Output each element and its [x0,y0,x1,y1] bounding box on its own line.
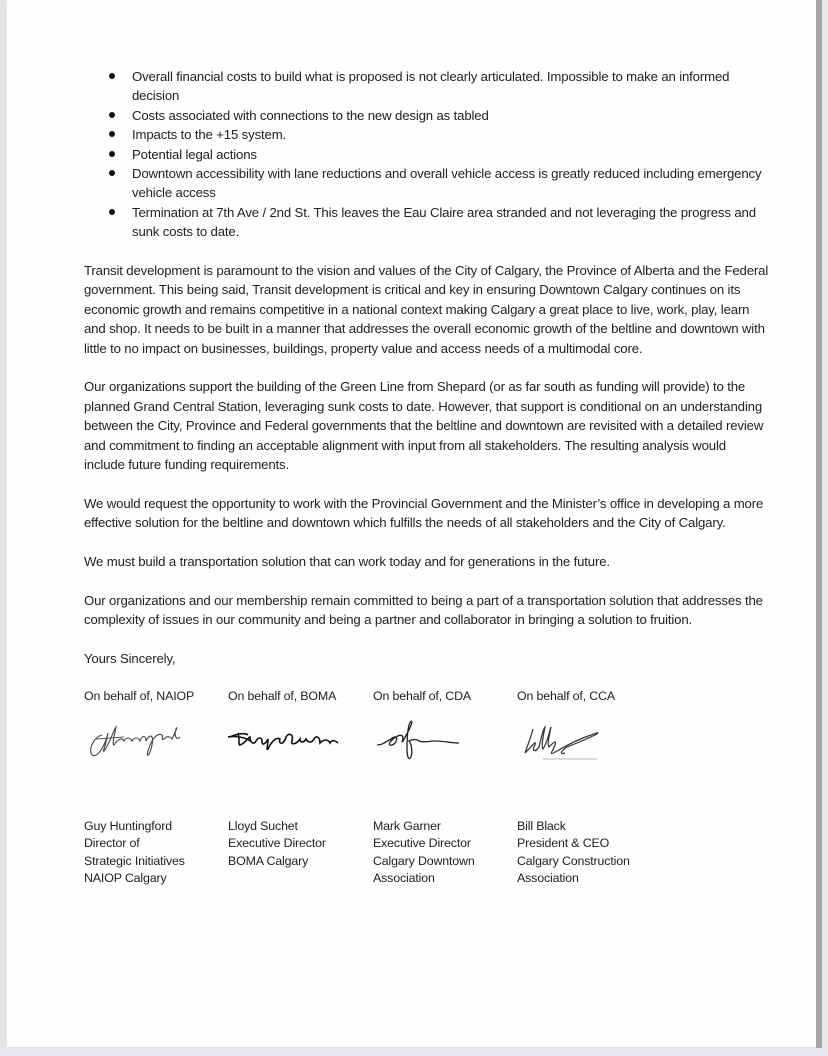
list-item: Termination at 7th Ave / 2nd St. This leaves the Eau Claire area stranded and not leveraging the progress and sunk costs to date. [132,203,769,242]
signer-org: Calgary Construction [517,853,630,868]
closing-salutation: Yours Sincerely, [84,651,176,667]
signer-title: Executive Director [228,836,326,851]
signer-title: Strategic Initiatives [84,853,185,868]
viewer-left-edge [0,0,5,1056]
on-behalf-label: On behalf of, BOMA [228,688,337,703]
signer-name: Lloyd Suchet [228,818,298,833]
signer-title: President & CEO [517,836,610,851]
letter-body [84,67,769,908]
viewer-right-edge [822,0,828,1056]
signer-details [228,818,326,871]
paragraph-request: We would request the opportunity to work with the Provincial Government and the Minister’s office in developing a more effective solution for the beltline and downtown which fulfills the needs of all stakeholders and the City of Calgary. [84,495,764,531]
on-behalf-label: On behalf of, CCA [517,688,616,703]
list-item: Overall financial costs to build what is proposed is not clearly articulated. Impossible to make an informed decision [132,67,769,106]
bullet-icon [109,73,115,79]
signer-boma [228,688,378,868]
list-item: Downtown accessibility with lane reductions and overall vehicle access is greatly reduced including emergency vehicle access [132,164,769,203]
signature-garner-icon [373,715,493,763]
signer-cda [373,688,523,886]
viewer-bottom-edge [0,1048,828,1056]
paragraph-commitment: Our organizations and our membership remain committed to being a part of a transportation solution that addresses the complexity of issues in our community and being a partner and collaborator in bringing a solution to fruition. [84,592,763,628]
concerns-list [84,67,769,242]
bullet-icon [109,151,115,157]
signer-name: Guy Huntingford [84,818,172,833]
signer-name: Mark Garner [373,818,441,833]
signer-org: Association [373,871,435,886]
signer-org: Calgary Downtown [373,853,475,868]
signer-title: Executive Director [373,836,471,851]
signer-org: BOMA Calgary [228,853,309,868]
paragraph-green-line-support: Our organizations support the building of the Green Line from Shepard (or as far south as funding will provide) to the planned Grand Central Station, leveraging sunk costs to date. However, that support is conditional on an understanding between the City, Province and Federal governments that the beltline and downtown are revisited with a detailed review and commitment to finding an acceptable alignment with input from all stakeholders. The resulting analysis would include future funding requirements. [84,379,764,473]
paragraph-build-solution: We must build a transportation solution that can work today and for generations in the future. [84,554,610,570]
list-item: Potential legal actions [132,145,769,164]
signer-naiop [84,688,234,886]
signer-details [517,818,630,888]
list-item: Impacts to the +15 system. [132,125,769,144]
signer-cca [517,688,667,886]
signer-details [373,818,475,888]
signer-org: NAIOP Calgary [84,871,167,886]
signer-org: Association [517,871,579,886]
bullet-icon [109,131,115,137]
list-item: Costs associated with connections to the new design as tabled [132,106,769,125]
signature-black-icon [517,715,637,763]
on-behalf-label: On behalf of, NAIOP [84,688,195,703]
on-behalf-label: On behalf of, CDA [373,688,472,703]
paragraph-transit-vision: Transit development is paramount to the vision and values of the City of Calgary, the Province of Alberta and the Federal government. This being said, Transit development is critical and key in ensuring Downtown Calgary continues on its economic growth and remains competitive in a national context making Calgary a great place to live, work, play, learn and shop. It needs to be built in a manner that addresses the overall economic growth of the beltline and downtown with little to no impact on businesses, buildings, property value and access needs of a multimodal core. [84,263,769,356]
signature-huntingford-icon [84,715,204,763]
signer-details [84,818,185,888]
signer-title: Director of [84,836,140,851]
document-page [6,0,817,1047]
bullet-icon [109,112,115,118]
bullet-icon [109,209,115,215]
bullet-icon [109,170,115,176]
signature-suchet-icon [228,715,348,763]
signer-name: Bill Black [517,818,566,833]
signature-block [84,688,769,908]
